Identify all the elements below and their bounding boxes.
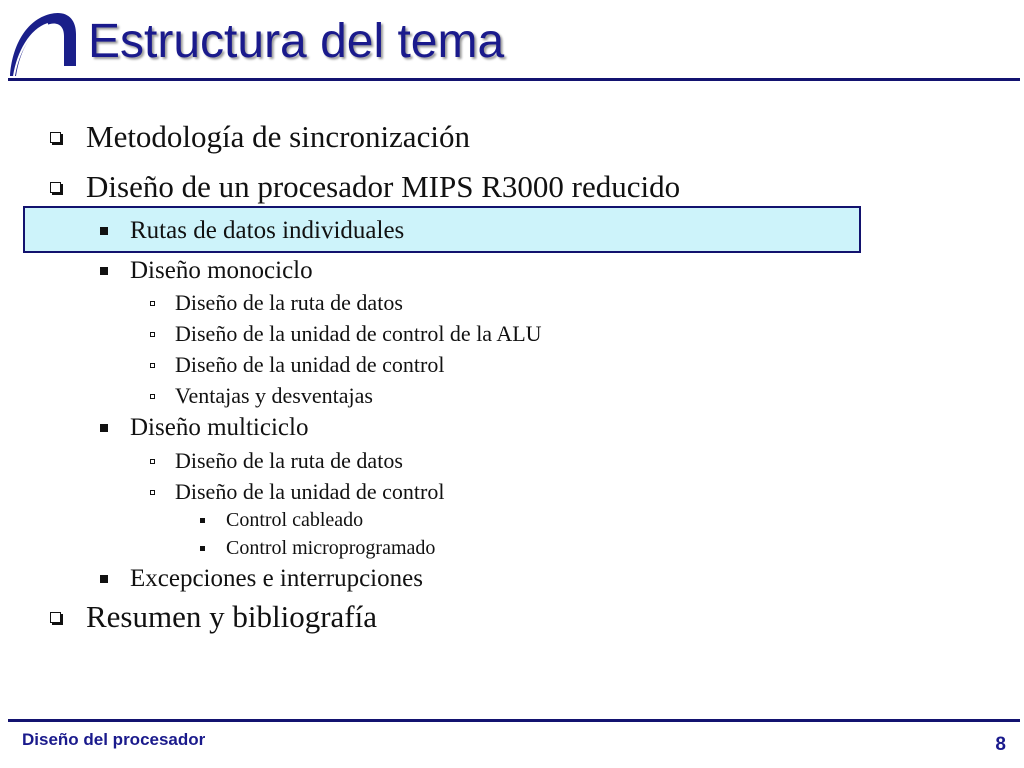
square-bullet-icon [100, 227, 108, 235]
slide-title: Estructura del tema [88, 15, 505, 68]
small-square-bullet-icon [150, 332, 155, 337]
small-square-bullet-icon [150, 394, 155, 399]
square-bullet-icon [100, 267, 108, 275]
page-number: 8 [995, 734, 1006, 755]
small-square-bullet-icon [150, 363, 155, 368]
small-square-bullet-icon [150, 301, 155, 306]
tiny-square-bullet-icon [200, 546, 205, 551]
checkbox-bullet-icon [50, 182, 61, 193]
footer-course-title: Diseño del procesador [22, 730, 206, 749]
checkbox-bullet-icon [50, 132, 61, 143]
footer-divider [8, 719, 1020, 722]
logo-icon [4, 6, 80, 80]
small-square-bullet-icon [150, 459, 155, 464]
tiny-square-bullet-icon [200, 518, 205, 523]
checkbox-bullet-icon [50, 612, 61, 623]
square-bullet-icon [100, 424, 108, 432]
header-divider [8, 78, 1020, 81]
small-square-bullet-icon [150, 490, 155, 495]
square-bullet-icon [100, 575, 108, 583]
